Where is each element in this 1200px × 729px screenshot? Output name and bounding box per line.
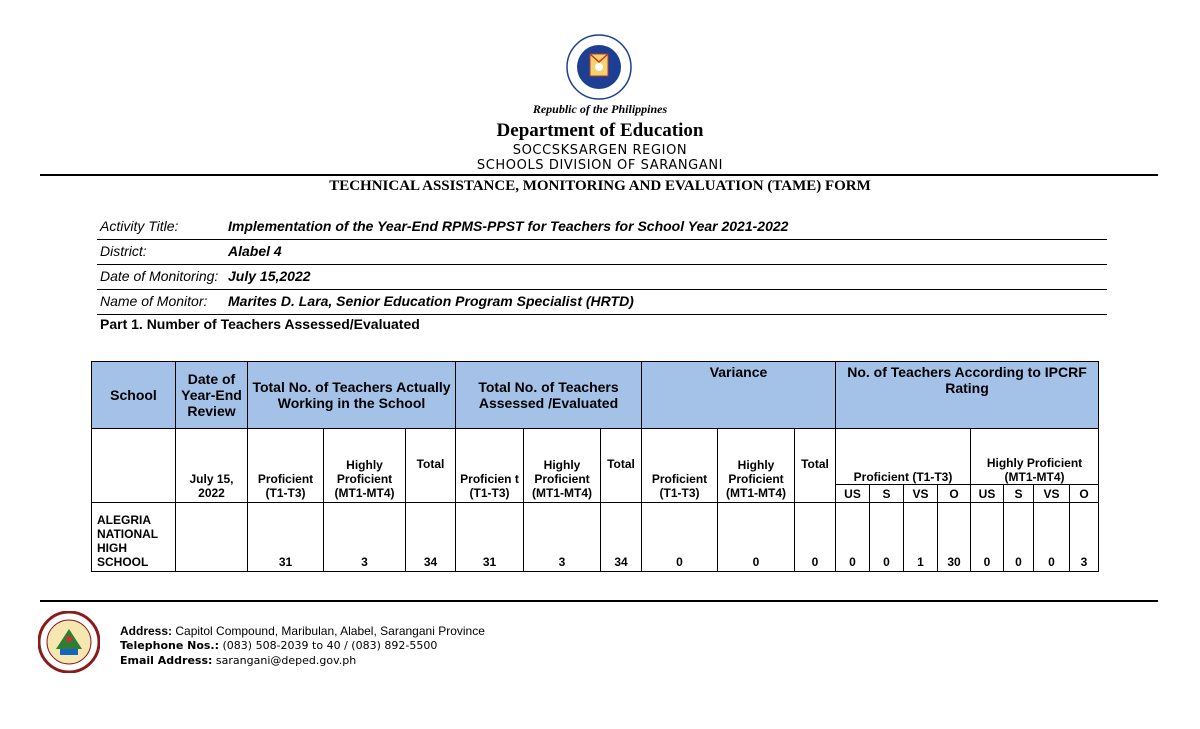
footer-divider (40, 600, 1158, 602)
address-label: Address: (120, 624, 173, 638)
cell-var-highly: 0 (718, 503, 795, 572)
header-ipcrf: No. of Teachers According to IPCRF Rating (836, 362, 1099, 429)
subheader-highly: Highly Proficient (MT1-MT4) (718, 429, 795, 503)
header-date: Date of Year-End Review (176, 362, 248, 429)
telephone-value: (083) 508-2039 to 40 / (083) 892-5500 (222, 639, 438, 652)
teachers-table (91, 361, 1099, 572)
part1-title: Part 1. Number of Teachers Assessed/Evaluated (100, 316, 420, 332)
republic-heading: Republic of the Philippines (532, 102, 668, 116)
subheader-ipcrf-highly: Highly Proficient (MT1-MT4) (971, 429, 1099, 485)
info-row-activity (97, 214, 1107, 240)
cell-assessed-highly: 3 (524, 503, 601, 572)
subheader-ipcrf-proficient: Proficient (T1-T3) (836, 429, 971, 485)
info-row-district (97, 239, 1107, 265)
header-divider (40, 174, 1158, 176)
rating-us: US (836, 485, 870, 503)
region-heading: SOCCSKSARGEN REGION (512, 143, 688, 158)
telephone-label: Telephone Nos.: (120, 639, 220, 652)
rating-o: O (938, 485, 971, 503)
info-label: Date of Monitoring: (100, 268, 219, 284)
address-value: Capitol Compound, Maribulan, Alabel, Sarangani Province (175, 624, 485, 638)
info-value: July 15,2022 (228, 268, 311, 284)
header-variance: Variance (642, 362, 836, 429)
info-row-monitor (97, 289, 1107, 315)
rating-vs: VS (904, 485, 938, 503)
rating-s: S (870, 485, 904, 503)
cell-prof-s: 0 (870, 503, 904, 572)
deped-seal (566, 34, 632, 100)
cell-prof-o: 30 (938, 503, 971, 572)
info-label: District: (100, 243, 147, 259)
subheader-proficient: Proficien t (T1-T3) (456, 429, 524, 503)
cell-high-o: 3 (1070, 503, 1099, 572)
cell-date (176, 503, 248, 572)
subheader-highly: Highly Proficient (MT1-MT4) (524, 429, 601, 503)
footer-address (120, 624, 485, 638)
subheader-total: Total (795, 429, 836, 503)
cell-working-highly: 3 (324, 503, 406, 572)
rating-us: US (971, 485, 1004, 503)
cell-high-us: 0 (971, 503, 1004, 572)
cell-var-total: 0 (795, 503, 836, 572)
subheader-blank (92, 429, 176, 503)
cell-school: ALEGRIA NATIONAL HIGH SCHOOL (92, 503, 176, 572)
info-value: Marites D. Lara, Senior Education Program Specialist (HRTD) (228, 293, 634, 309)
cell-assessed-total: 34 (601, 503, 642, 572)
department-heading: Department of Education (496, 120, 704, 141)
info-label: Name of Monitor: (100, 293, 208, 309)
email-label: Email Address: (120, 654, 213, 667)
subheader-proficient: Proficient (T1-T3) (642, 429, 718, 503)
info-value: Implementation of the Year-End RPMS-PPST for Teachers for School Year 2021-2022 (228, 218, 789, 234)
cell-var-prof: 0 (642, 503, 718, 572)
info-label: Activity Title: (100, 218, 179, 234)
cell-assessed-prof: 31 (456, 503, 524, 572)
rating-s: S (1004, 485, 1034, 503)
subheader-proficient: Proficient (T1-T3) (248, 429, 324, 503)
form-title: TECHNICAL ASSISTANCE, MONITORING AND EVALUATION (TAME) FORM (329, 178, 871, 194)
header-school: School (92, 362, 176, 429)
cell-working-total: 34 (406, 503, 456, 572)
header-assessed: Total No. of Teachers Assessed /Evaluated (456, 362, 642, 429)
subheader-date-value: July 15, 2022 (176, 429, 248, 503)
footer-telephone (120, 639, 437, 652)
division-heading: SCHOOLS DIVISION OF SARANGANI (476, 158, 724, 173)
cell-prof-vs: 1 (904, 503, 938, 572)
info-value: Alabel 4 (228, 243, 282, 259)
header-working: Total No. of Teachers Actually Working in the School (248, 362, 456, 429)
email-value: sarangani@deped.gov.ph (215, 654, 357, 667)
cell-prof-us: 0 (836, 503, 870, 572)
cell-high-vs: 0 (1034, 503, 1070, 572)
subheader-total: Total (601, 429, 642, 503)
subheader-highly: Highly Proficient (MT1-MT4) (324, 429, 406, 503)
rating-vs: VS (1034, 485, 1070, 503)
rating-o: O (1070, 485, 1099, 503)
division-seal (38, 611, 100, 673)
info-row-date (97, 264, 1107, 290)
cell-high-s: 0 (1004, 503, 1034, 572)
cell-working-prof: 31 (248, 503, 324, 572)
subheader-total: Total (406, 429, 456, 503)
footer-email (120, 654, 356, 667)
